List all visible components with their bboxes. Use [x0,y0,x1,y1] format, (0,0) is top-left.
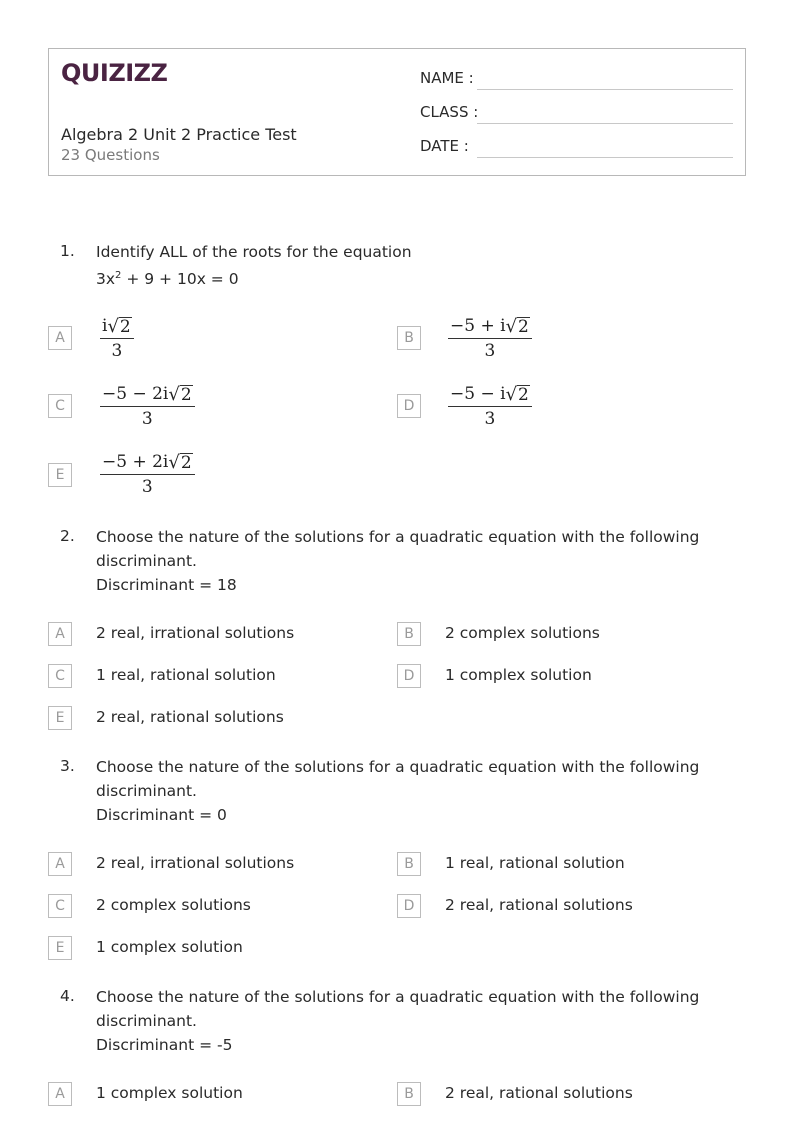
fraction-denominator: 3 [111,341,123,361]
option-letter[interactable]: B [397,622,421,646]
question-text [96,240,716,291]
radicand: 2 [180,385,192,405]
option-text[interactable]: 1 complex solution [96,1084,243,1102]
numerator-text: −5 − 2i [102,384,169,404]
question-line: discriminant. [96,552,197,570]
fraction-denominator: 3 [484,409,496,429]
date-line [477,157,733,158]
quizizz-logo: QUIZIZZ [61,59,168,87]
option-letter[interactable]: D [397,894,421,918]
name-line [477,89,733,90]
option-letter[interactable]: C [48,394,72,418]
square-root: √ 2 [168,384,192,405]
date-label: DATE : [420,137,469,155]
question-line: Choose the nature of the solutions for a quadratic equation with the following [96,528,700,546]
option-text[interactable]: 2 real, irrational solutions [96,854,295,872]
question-text [96,525,716,597]
option-letter[interactable]: A [48,1082,72,1106]
fraction-numerator [100,316,134,339]
option-text[interactable]: 1 complex solution [445,666,592,684]
question-line: Identify ALL of the roots for the equation [96,243,412,261]
fraction-numerator [100,452,195,475]
fraction-numerator [100,384,195,407]
option-letter[interactable]: C [48,664,72,688]
radicand: 2 [518,317,529,337]
fraction-denominator: 3 [484,341,496,361]
option-fraction[interactable] [100,316,134,361]
option-text[interactable]: 2 complex solutions [445,624,600,642]
option-text[interactable]: 2 complex solutions [96,896,251,914]
question-text [96,985,716,1057]
numerator-text: −5 + 2i [102,452,169,472]
radicand: 2 [119,317,131,337]
numerator-text: i [102,316,108,336]
option-text[interactable]: 2 real, irrational solutions [96,624,295,642]
name-label: NAME : [420,69,474,87]
question-line: Discriminant = 18 [96,576,237,594]
option-text[interactable]: 2 real, rational solutions [445,896,633,914]
question-line: Discriminant = 0 [96,806,227,824]
equation-exponent: 2 [115,270,122,281]
option-letter[interactable]: A [48,852,72,876]
option-letter[interactable]: E [48,706,72,730]
square-root: √ 2 [168,452,192,473]
square-root: √ 2 [505,316,529,337]
option-text[interactable]: 2 real, rational solutions [96,708,284,726]
question-line: Discriminant = -5 [96,1036,233,1054]
option-letter[interactable]: A [48,622,72,646]
option-letter[interactable]: E [48,463,72,487]
option-letter[interactable]: B [397,326,421,350]
option-text[interactable]: 1 real, rational solution [96,666,276,684]
equation-part: + 9 + 10x = 0 [121,270,239,289]
worksheet-header [48,48,746,176]
radicand: 2 [180,453,192,473]
option-text[interactable]: 1 real, rational solution [445,854,625,872]
question-number: 2. [60,527,75,545]
question-line: discriminant. [96,782,197,800]
fraction-numerator [448,316,532,339]
option-letter[interactable]: D [397,394,421,418]
option-text[interactable]: 1 complex solution [96,938,243,956]
option-text[interactable]: 2 real, rational solutions [445,1084,633,1102]
option-letter[interactable]: B [397,852,421,876]
option-letter[interactable]: E [48,936,72,960]
question-number: 4. [60,987,75,1005]
question-text [96,755,716,827]
numerator-text: −5 − i [450,384,506,404]
question-line: Choose the nature of the solutions for a quadratic equation with the following [96,758,700,776]
class-label: CLASS : [420,103,479,121]
question-count: 23 Questions [61,146,160,164]
option-fraction[interactable] [448,316,532,361]
equation-part: 3x [96,270,116,289]
square-root: √ 2 [505,384,529,405]
fraction-numerator [448,384,532,407]
radicand: 2 [518,385,529,405]
option-letter[interactable]: B [397,1082,421,1106]
square-root: √ 2 [107,316,131,337]
numerator-text: −5 + i [450,316,506,336]
option-letter[interactable]: D [397,664,421,688]
question-number: 3. [60,757,75,775]
option-letter[interactable]: C [48,894,72,918]
option-fraction[interactable] [100,452,195,497]
option-letter[interactable]: A [48,326,72,350]
question-number: 1. [60,242,75,260]
worksheet-title: Algebra 2 Unit 2 Practice Test [61,125,297,144]
fraction-denominator: 3 [141,477,153,497]
question-line: discriminant. [96,1012,197,1030]
class-line [477,123,733,124]
question-line: Choose the nature of the solutions for a quadratic equation with the following [96,988,700,1006]
question-equation [96,264,716,291]
fraction-denominator: 3 [141,409,153,429]
option-fraction[interactable] [448,384,532,429]
option-fraction[interactable] [100,384,195,429]
